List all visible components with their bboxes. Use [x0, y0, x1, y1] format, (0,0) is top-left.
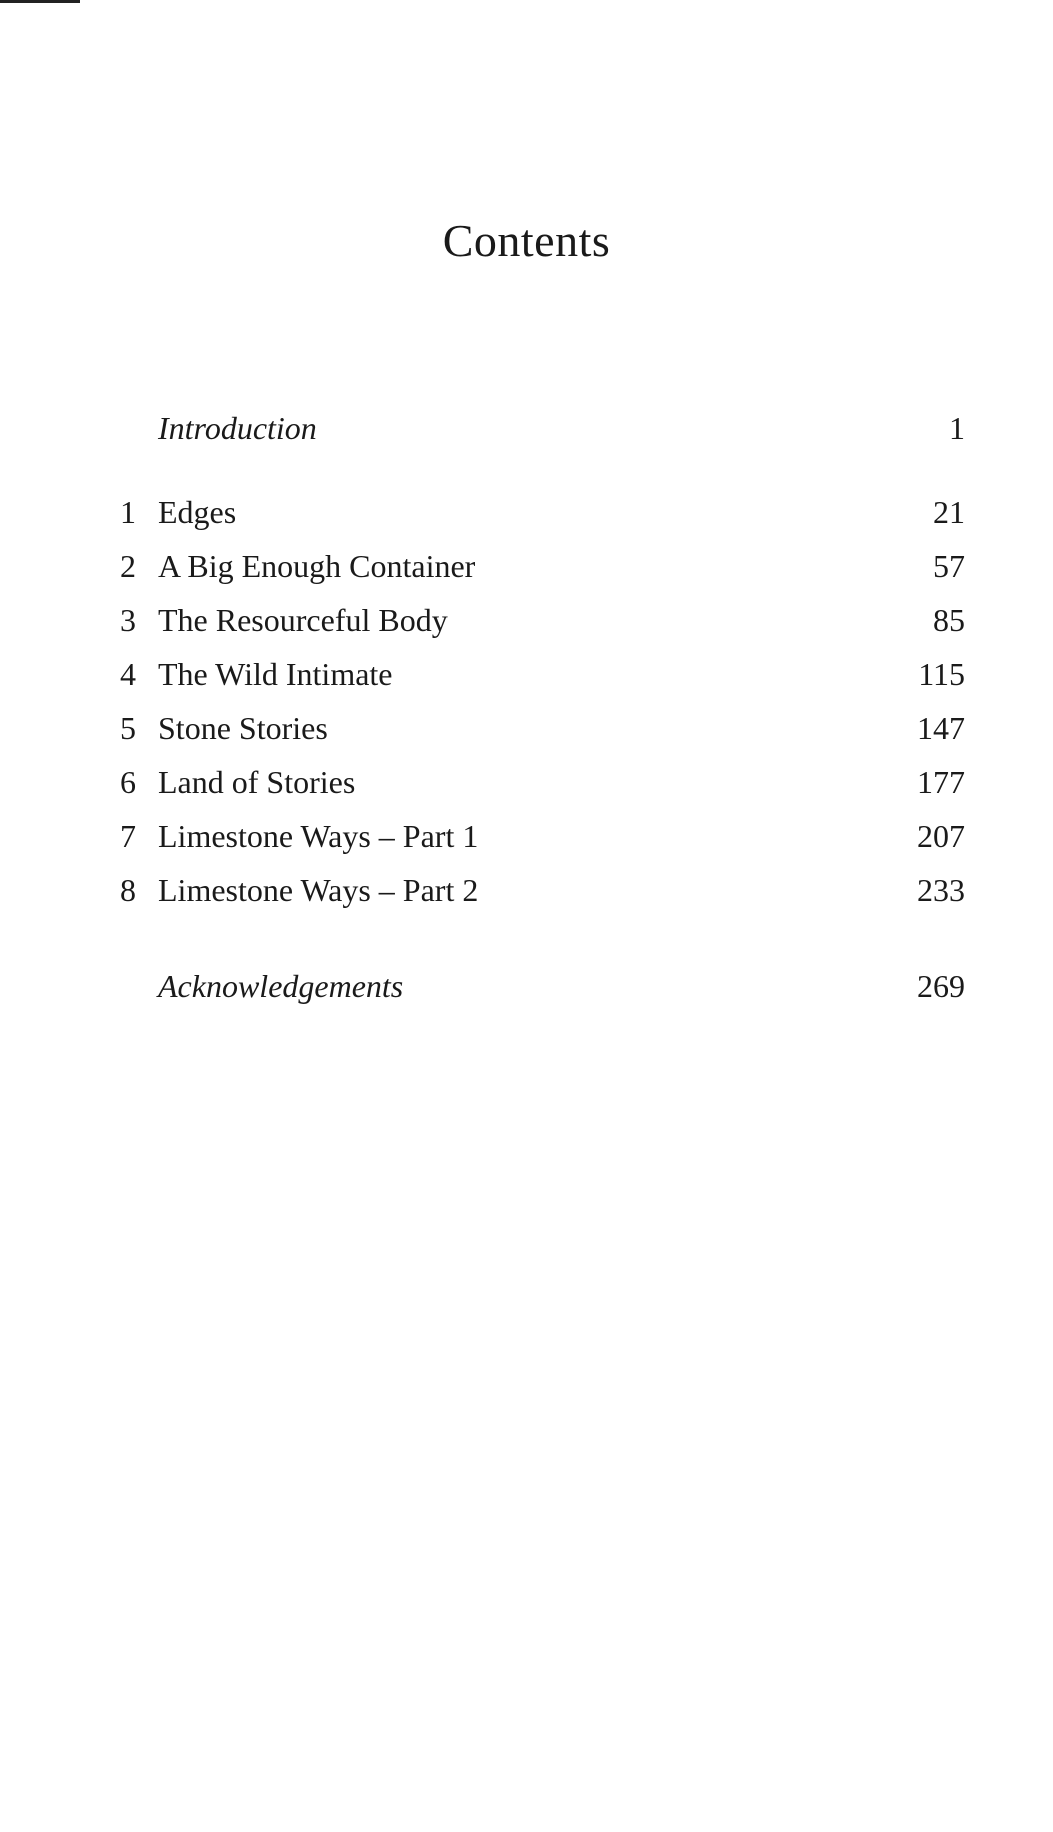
toc-chapter-8 — [0, 872, 1053, 922]
chapter-page: 233 — [917, 872, 965, 908]
chapter-page: 147 — [917, 710, 965, 746]
toc-entry-label: Acknowledgements — [158, 968, 404, 1004]
chapter-number: 1 — [120, 494, 136, 530]
chapter-page: 85 — [933, 602, 965, 638]
chapter-page: 207 — [917, 818, 965, 854]
chapter-number: 6 — [120, 764, 136, 800]
chapter-title: Stone Stories — [158, 710, 328, 746]
chapter-number: 7 — [120, 818, 136, 854]
page-title: Contents — [442, 215, 611, 266]
chapter-number: 3 — [120, 602, 136, 638]
chapter-title: Edges — [158, 494, 237, 530]
scan-edge-mark — [0, 0, 80, 3]
toc-chapter-7 — [0, 818, 1053, 868]
toc-entry-acknowledgements — [0, 968, 1053, 1018]
chapter-page: 177 — [917, 764, 965, 800]
chapter-number: 8 — [120, 872, 136, 908]
chapter-title: The Resourceful Body — [158, 602, 448, 638]
toc-entry-page: 1 — [949, 410, 965, 446]
chapter-title: Limestone Ways – Part 2 — [158, 872, 479, 908]
toc-chapter-3 — [0, 602, 1053, 652]
chapter-page: 57 — [933, 548, 965, 584]
chapter-page: 115 — [918, 656, 965, 692]
chapter-number: 4 — [120, 656, 136, 692]
chapter-number: 2 — [120, 548, 136, 584]
toc-chapter-4 — [0, 656, 1053, 706]
chapter-title: The Wild Intimate — [158, 656, 393, 692]
chapter-page: 21 — [933, 494, 965, 530]
chapter-title: A Big Enough Container — [158, 548, 476, 584]
chapter-title: Land of Stories — [158, 764, 356, 800]
toc-chapter-1 — [0, 494, 1053, 544]
chapter-number: 5 — [120, 710, 136, 746]
toc-entry-label: Introduction — [158, 410, 317, 446]
chapter-title: Limestone Ways – Part 1 — [158, 818, 479, 854]
toc-entry-introduction — [0, 410, 1053, 460]
toc-entry-page: 269 — [917, 968, 965, 1004]
toc-chapter-6 — [0, 764, 1053, 814]
toc-chapter-2 — [0, 548, 1053, 598]
toc-chapter-5 — [0, 710, 1053, 760]
